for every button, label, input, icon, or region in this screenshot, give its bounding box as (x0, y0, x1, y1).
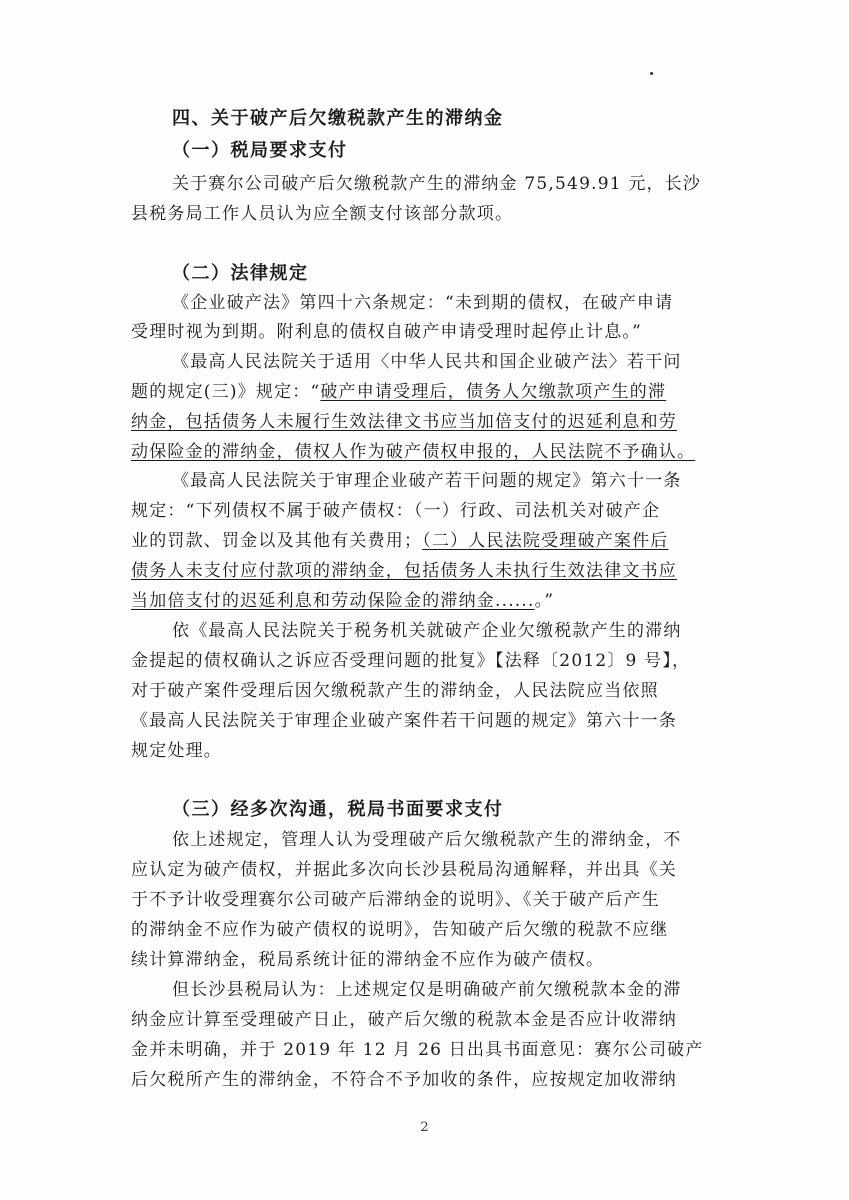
subsection-title-3: （三）经多次沟通，税局书面要求支付 (172, 799, 504, 820)
paragraph-line: 后欠税所产生的滞纳金，不符合不予加收的条件，应按规定加收滞纳 (131, 1070, 677, 1090)
text-run: 。” (534, 591, 555, 611)
underlined-paragraph-line: 债务人未支付应付款项的滞纳金，包括债务人未执行生效法律文书应 (131, 561, 677, 581)
subsection-title-2: （二）法律规定 (172, 263, 309, 284)
paragraph-line: 《最高人民法院关于审理企业破产若干问题的规定》第六十一条 (172, 471, 682, 491)
paragraph-line (131, 590, 554, 612)
paragraph-line (131, 381, 666, 403)
underlined-text: 破产申请受理后，债务人欠缴款项产生的滞 (320, 382, 667, 402)
paragraph-line: 依上述规定，管理人认为受理破产后欠缴税款产生的滞纳金，不 (172, 830, 682, 850)
text-run: 业的罚款、罚金以及其他有关费用； (131, 531, 423, 551)
underlined-paragraph-line: 纳金，包括债务人未履行生效法律文书应当加倍支付的迟延利息和劳 (131, 412, 677, 432)
paragraph-line: 金提起的债权确认之诉应否受理问题的批复》【法释〔2012〕9 号】， (131, 651, 691, 671)
paragraph-line: 应认定为破产债权，并据此多次向长沙县税局沟通解释，并出具《关 (131, 860, 677, 880)
underlined-text: （二）人民法院受理破产案件后 (422, 531, 669, 551)
text-run: 题的规定(三)》规定：“ (131, 382, 321, 402)
section-title: 四、关于破产后欠缴税款产生的滞纳金 (172, 108, 504, 129)
subsection-title-1: （一）税局要求支付 (172, 140, 348, 161)
paragraph-line: 县税务局工作人员认为应全额支付该部分款项。 (131, 204, 514, 224)
paragraph-line: 但长沙县税局认为：上述规定仅是明确破产前欠缴税款本金的滞 (172, 980, 682, 1000)
paragraph-line: 关于赛尔公司破产后欠缴税款产生的滞纳金 75,549.91 元，长沙 (172, 174, 702, 194)
paragraph-line: 续计算滞纳金，税局系统计征的滞纳金不应作为破产债权。 (131, 950, 605, 970)
paragraph-line: 《企业破产法》第四十六条规定：“未到期的债权，在破产申请 (172, 293, 674, 313)
paragraph-line: 受理时视为到期。附利息的债权自破产申请受理时起停止计息。” (131, 322, 642, 342)
paragraph-line: 《最高人民法院关于适用〈中华人民共和国企业破产法〉若干问 (172, 352, 682, 372)
scan-speck (650, 72, 653, 75)
paragraph-line: 规定处理。 (131, 741, 222, 761)
paragraph-line: 纳金应计算至受理破产日止，破产后欠缴的税款本金是否应计收滞纳 (131, 1010, 677, 1030)
paragraph-line: 于不予计收受理赛尔公司破产后滞纳金的说明》、《关于破产后产生 (131, 890, 660, 910)
paragraph-line: 规定：“下列债权不属于破产债权：（一）行政、司法机关对破产企 (131, 501, 661, 521)
paragraph-line: 《最高人民法院关于审理企业破产案件若干问题的规定》第六十一条 (131, 711, 677, 731)
page-number: 2 (420, 1120, 429, 1135)
paragraph-line (131, 530, 669, 552)
underlined-paragraph-line: 动保险金的滞纳金，债权人作为破产债权申报的，人民法院不予确认。 (131, 442, 696, 462)
paragraph-line: 的滞纳金不应作为破产债权的说明》，告知破产后欠缴的税款不应继 (131, 920, 669, 940)
paragraph-line: 金并未明确，并于 2019 年 12 月 26 日出具书面意见：赛尔公司破产 (131, 1040, 704, 1060)
paragraph-line: 依《最高人民法院关于税务机关就破产企业欠缴税款产生的滞纳 (172, 621, 682, 641)
underlined-text: 当加倍支付的迟延利息和劳动保险金的滞纳金...... (131, 591, 535, 611)
paragraph-line: 对于破产案件受理后因欠缴税款产生的滞纳金，人民法院应当依照 (131, 681, 659, 701)
